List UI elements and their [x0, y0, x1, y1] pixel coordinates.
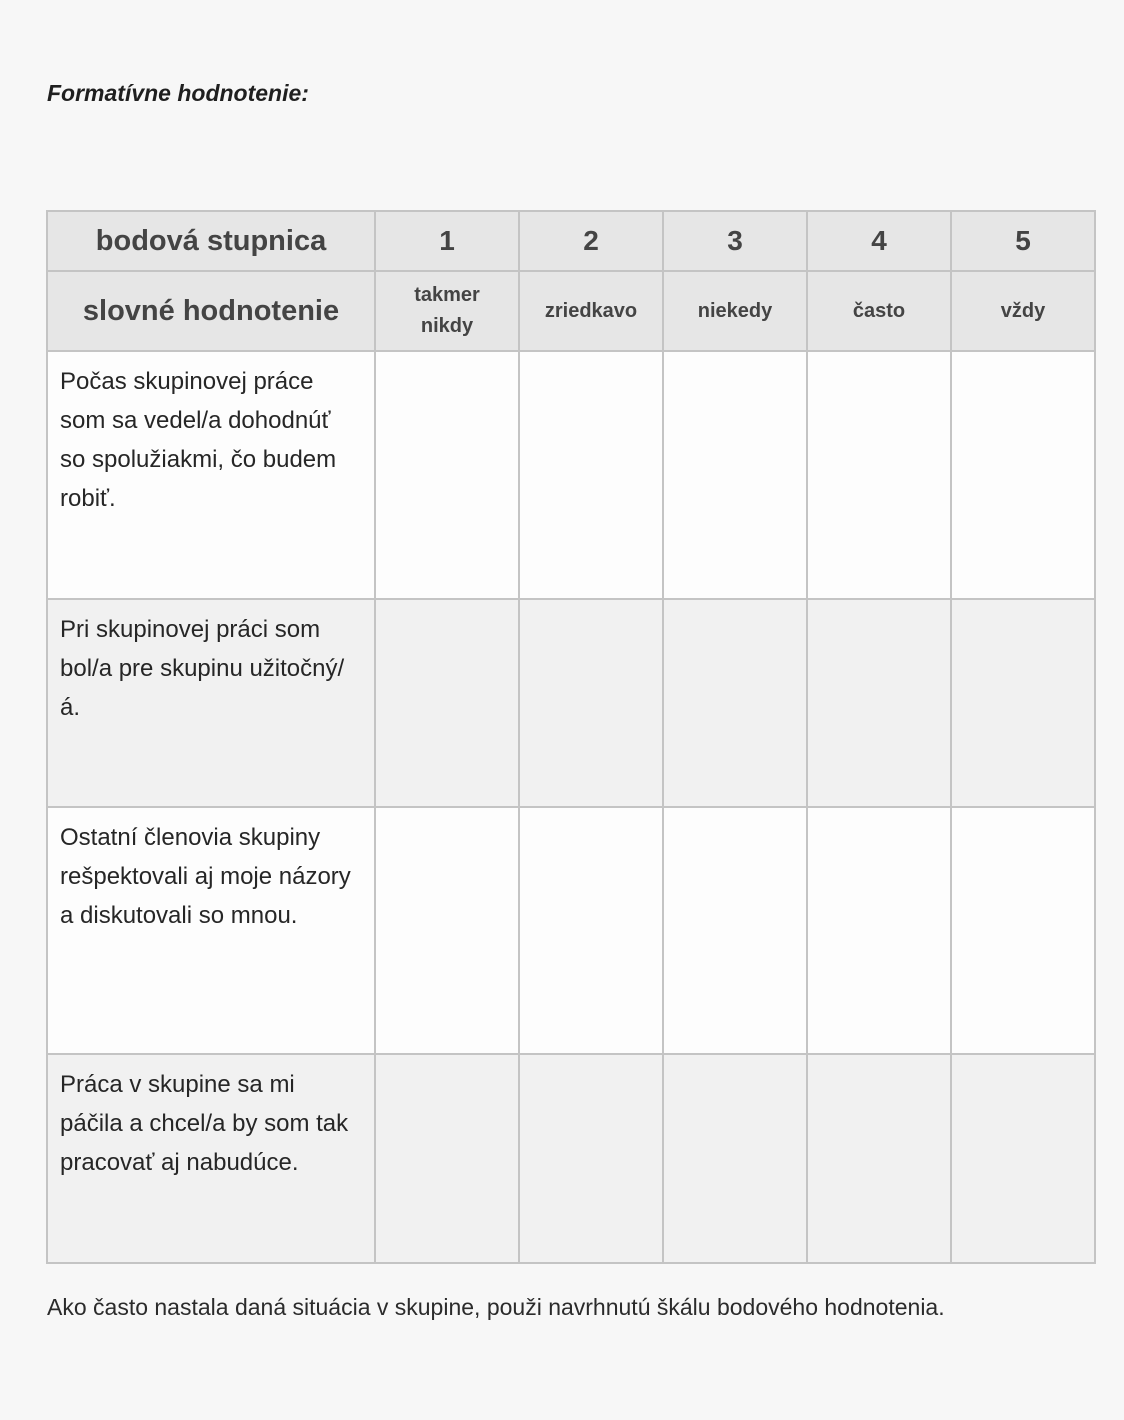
rating-cell-2[interactable] [519, 1054, 663, 1263]
rating-cell-2[interactable] [519, 807, 663, 1054]
verbal-rating: takmer nikdy [375, 271, 519, 351]
rating-cell-5[interactable] [951, 599, 1095, 807]
page-title: Formatívne hodnotenie: [47, 80, 309, 106]
verbal-rating: vždy [951, 271, 1095, 351]
rating-cell-2[interactable] [519, 351, 663, 599]
rating-cell-4[interactable] [807, 351, 951, 599]
rating-cell-5[interactable] [951, 1054, 1095, 1263]
rating-table [46, 210, 1096, 1264]
table-row [47, 599, 1095, 807]
scale-header-row [47, 211, 1095, 271]
verbal-rating: niekedy [663, 271, 807, 351]
rating-cell-2[interactable] [519, 599, 663, 807]
scale-number: 3 [663, 211, 807, 271]
statement-text: Pri skupinovej práci som bol/a pre skupinu užitočný/á. [47, 599, 375, 807]
rating-cell-1[interactable] [375, 599, 519, 807]
rating-cell-3[interactable] [663, 1054, 807, 1263]
rating-cell-4[interactable] [807, 1054, 951, 1263]
rating-cell-3[interactable] [663, 351, 807, 599]
rating-cell-3[interactable] [663, 599, 807, 807]
rating-cell-1[interactable] [375, 351, 519, 599]
scale-number: 5 [951, 211, 1095, 271]
rating-cell-3[interactable] [663, 807, 807, 1054]
rating-cell-1[interactable] [375, 807, 519, 1054]
table-row [47, 807, 1095, 1054]
scale-number: 4 [807, 211, 951, 271]
verbal-rating: často [807, 271, 951, 351]
rating-cell-5[interactable] [951, 807, 1095, 1054]
rating-cell-1[interactable] [375, 1054, 519, 1263]
statement-text: Počas skupinovej práce som sa vedel/a dohodnúť so spolužiakmi, čo budem robiť. [47, 351, 375, 599]
table-row [47, 351, 1095, 599]
statement-text: Práca v skupine sa mi páčila a chcel/a by som tak pracovať aj nabudúce. [47, 1054, 375, 1263]
instruction-note: Ako často nastala daná situácia v skupine, použi navrhnutú škálu bodového hodnotenia. [47, 1294, 945, 1320]
rating-cell-5[interactable] [951, 351, 1095, 599]
scale-number: 1 [375, 211, 519, 271]
scale-label: bodová stupnica [47, 211, 375, 271]
rating-cell-4[interactable] [807, 599, 951, 807]
scale-number: 2 [519, 211, 663, 271]
verbal-rating: zriedkavo [519, 271, 663, 351]
statement-text: Ostatní členovia skupiny rešpektovali aj moje názory a diskutovali so mnou. [47, 807, 375, 1054]
verbal-header-row [47, 271, 1095, 351]
table-row [47, 1054, 1095, 1263]
rating-cell-4[interactable] [807, 807, 951, 1054]
verbal-label: slovné hodnotenie [47, 271, 375, 351]
